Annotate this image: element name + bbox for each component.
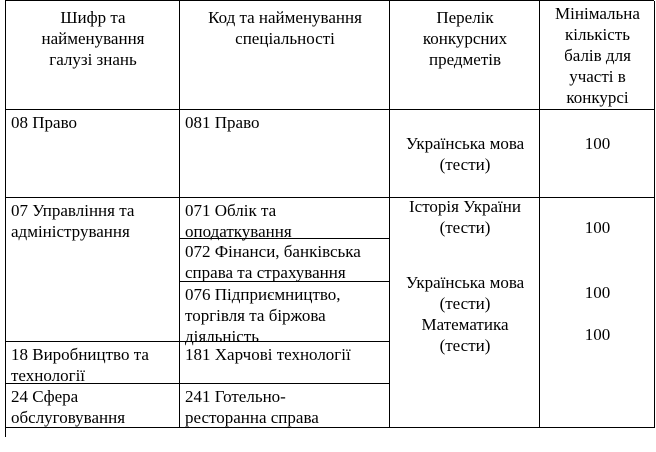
specialty-entrepreneurship: 076 Підприємництво, торгівля та біржова діяльність xyxy=(180,282,390,342)
specialty-hospitality: 241 Готельно- ресторанна справа xyxy=(180,384,390,428)
header-min-score: Мінімальна кількість балів для участі в конкурсі xyxy=(540,1,655,110)
score-math-group: 100 xyxy=(584,325,611,344)
score-ukrainian-group: 100 xyxy=(584,283,611,302)
header-subjects: Перелік конкурсних предметів xyxy=(390,1,540,110)
field-management: 07 Управління та адміністрування xyxy=(6,198,180,342)
subjects-law xyxy=(390,110,540,237)
subject-history: Історія України (тести) xyxy=(409,197,521,237)
subject-math-group: Математика (тести) xyxy=(421,314,509,355)
admission-table xyxy=(5,0,654,437)
specialty-food-tech: 181 Харчові технології xyxy=(180,342,390,384)
field-services: 24 Сфера обслуговування xyxy=(6,384,180,428)
field-law: 08 Право xyxy=(6,110,180,198)
header-field-code: Шифр та найменування галузі знань xyxy=(6,1,180,110)
subject-ukrainian-group: Українська мова (тести) xyxy=(405,272,525,313)
specialty-law: 081 Право xyxy=(180,110,390,198)
header-specialty: Код та найменування спеціальності xyxy=(180,1,390,110)
scores-law xyxy=(540,110,655,237)
field-production: 18 Виробництво та технології xyxy=(6,342,180,384)
specialty-finance: 072 Фінанси, банківська справа та страхування xyxy=(180,239,390,282)
score-history: 100 xyxy=(584,218,611,237)
subject-ukrainian: Українська мова (тести) xyxy=(405,134,525,174)
subjects-group xyxy=(390,198,540,428)
specialty-accounting: 071 Облік та оподаткування xyxy=(180,198,390,239)
scores-group xyxy=(540,198,655,428)
score-ukrainian: 100 xyxy=(584,134,611,153)
